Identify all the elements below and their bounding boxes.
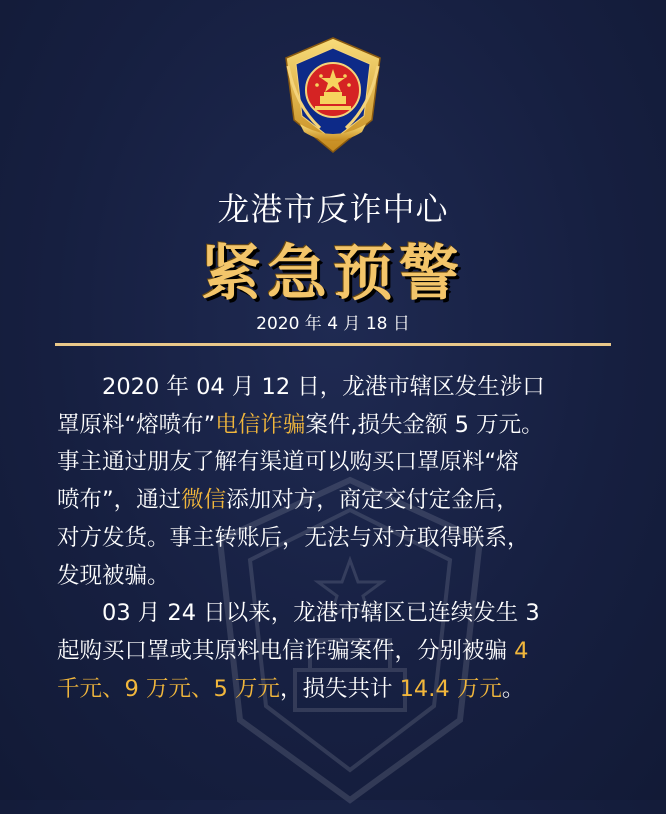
- highlight-telecom-fraud: 电信诈骗: [215, 411, 306, 438]
- text-segment: 罩原料“熔喷布”: [57, 411, 216, 438]
- highlight-wechat: 微信: [181, 487, 227, 514]
- p1-line-5: 对方发货。事主转账后，无法与对方取得联系，: [57, 524, 530, 551]
- title-divider: [55, 343, 611, 346]
- text-segment: 案件,损失金额 5 万元。: [305, 411, 544, 438]
- p1-line-1: 2020 年 04 月 12 日，龙港市辖区发生涉口: [102, 374, 545, 400]
- paragraph-1: [57, 369, 622, 595]
- p1-line-3: 事主通过朋友了解有渠道可以购买口罩原料“熔: [57, 449, 519, 476]
- alert-title: 紧急预警: [201, 239, 465, 309]
- org-name: 龙港市反诈中心: [217, 190, 449, 228]
- text-segment: 起购买口罩或其原料电信诈骗案件，分别被骗: [57, 637, 515, 664]
- text-segment: 喷布”，通过: [57, 487, 182, 514]
- alert-date: 2020 年 4 月 18 日: [256, 314, 410, 334]
- highlight-amount-4: 4: [514, 637, 529, 664]
- p2-line-2: [57, 633, 622, 671]
- p2-line-1: 03 月 24 日以来，龙港市辖区已连续发生 3: [102, 600, 540, 627]
- p1-line-2: [57, 407, 622, 445]
- text-segment: 添加对方，商定交付定金后，: [226, 487, 519, 514]
- paragraph-2: [57, 595, 622, 708]
- police-emblem-icon: [280, 36, 386, 154]
- p1-line-6: 发现被骗。: [57, 562, 170, 589]
- p1-line-4: [57, 482, 622, 520]
- highlight-amounts: 千元、9 万元、5 万元: [57, 675, 280, 702]
- text-segment: ，损失共计: [279, 675, 400, 702]
- alert-body: [57, 369, 622, 708]
- highlight-total-loss: 14.4 万元: [399, 675, 502, 702]
- p2-line-3: [57, 671, 622, 709]
- text-segment: 。: [501, 675, 525, 702]
